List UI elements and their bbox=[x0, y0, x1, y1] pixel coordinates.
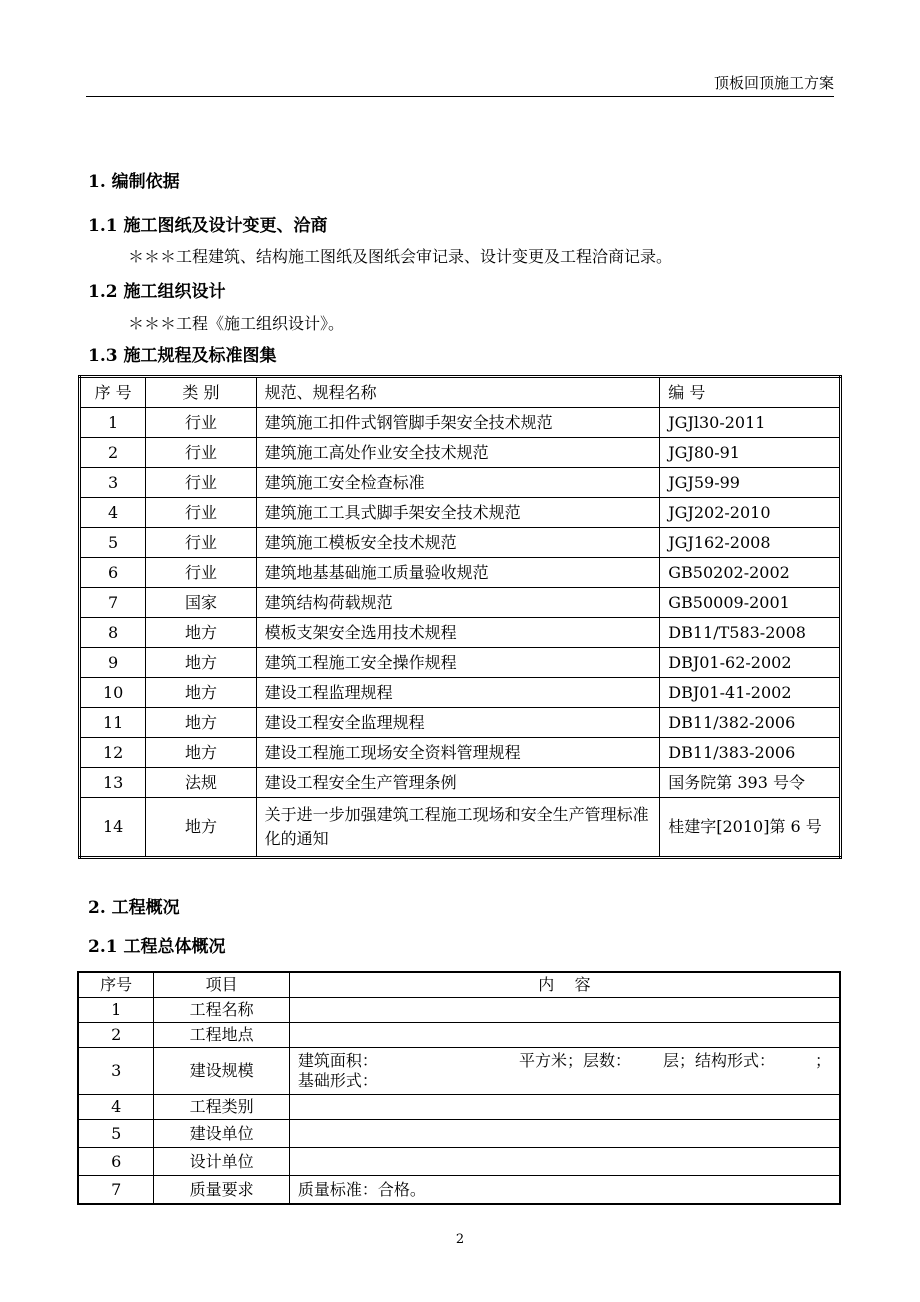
header-cell: 序 号 bbox=[80, 377, 146, 408]
row-number: 3 bbox=[80, 468, 146, 498]
row-content bbox=[289, 1048, 840, 1095]
area-label: 建筑面积： bbox=[297, 1051, 378, 1070]
row-title: 关于进一步加强建筑工程施工现场和安全生产管理标准化的通知 bbox=[256, 798, 660, 858]
row-title: 建筑工程施工安全操作规程 bbox=[256, 648, 660, 678]
row-code: DB11/382-2006 bbox=[660, 708, 841, 738]
row-number: 7 bbox=[80, 588, 146, 618]
row-category: 行业 bbox=[146, 498, 256, 528]
page-header: 顶板回顶施工方案 bbox=[713, 74, 834, 92]
row-code: DBJ01-62-2002 bbox=[660, 648, 841, 678]
row-code: GB50202-2002 bbox=[660, 558, 841, 588]
header-cell: 类 别 bbox=[146, 377, 256, 408]
row-number: 2 bbox=[80, 438, 146, 468]
row-title: 建设工程施工现场安全资料管理规程 bbox=[256, 738, 660, 768]
row-item: 工程名称 bbox=[154, 998, 290, 1023]
row-title: 建筑结构荷载规范 bbox=[256, 588, 660, 618]
row-category: 行业 bbox=[146, 528, 256, 558]
row-number: 9 bbox=[80, 648, 146, 678]
table-header-row bbox=[78, 972, 840, 998]
row-number: 7 bbox=[78, 1176, 154, 1205]
scale-line bbox=[298, 1051, 831, 1071]
row-code: JGJ59-99 bbox=[660, 468, 841, 498]
row-number: 6 bbox=[80, 558, 146, 588]
row-content bbox=[289, 1095, 840, 1120]
row-code: JGJ202-2010 bbox=[660, 498, 841, 528]
row-code: JGJ80-91 bbox=[660, 438, 841, 468]
table-row bbox=[80, 678, 841, 708]
row-item: 建设单位 bbox=[154, 1120, 290, 1148]
row-code: JGJ162-2008 bbox=[660, 528, 841, 558]
row-number: 14 bbox=[80, 798, 146, 858]
row-title: 建设工程安全生产管理条例 bbox=[256, 768, 660, 798]
section-1-1-text: ＊＊＊工程建筑、结构施工图纸及图纸会审记录、设计变更及工程洽商记录。 bbox=[128, 247, 673, 266]
row-content bbox=[289, 1023, 840, 1048]
row-code: 桂建字[2010]第 6 号 bbox=[660, 798, 841, 858]
row-item: 质量要求 bbox=[154, 1176, 290, 1205]
section-1-2-heading: 1.2 施工组织设计 bbox=[88, 282, 226, 302]
table-row bbox=[78, 998, 840, 1023]
table-row bbox=[80, 738, 841, 768]
row-category: 国家 bbox=[146, 588, 256, 618]
row-code: DBJ01-41-2002 bbox=[660, 678, 841, 708]
row-title: 建筑施工安全检查标准 bbox=[256, 468, 660, 498]
row-number: 12 bbox=[80, 738, 146, 768]
table-row bbox=[80, 798, 841, 858]
table-row bbox=[80, 498, 841, 528]
row-code: JGJl30-2011 bbox=[660, 408, 841, 438]
floors-label: 层；结构形式： bbox=[662, 1051, 775, 1070]
row-category: 地方 bbox=[146, 678, 256, 708]
row-category: 地方 bbox=[146, 738, 256, 768]
page-number: 2 bbox=[455, 1232, 465, 1247]
row-title: 建设工程安全监理规程 bbox=[256, 708, 660, 738]
row-item: 工程地点 bbox=[154, 1023, 290, 1048]
row-number: 3 bbox=[78, 1048, 154, 1095]
header-cell: 项目 bbox=[154, 972, 290, 998]
foundation-label: 基础形式： bbox=[297, 1071, 378, 1090]
row-code: 国务院第 393 号令 bbox=[660, 768, 841, 798]
header-cell: 内 容 bbox=[289, 972, 840, 998]
table-row bbox=[78, 1120, 840, 1148]
table-header-row bbox=[80, 377, 841, 408]
row-title: 建筑施工模板安全技术规范 bbox=[256, 528, 660, 558]
row-number: 1 bbox=[80, 408, 146, 438]
row-number: 5 bbox=[78, 1120, 154, 1148]
row-item: 建设规模 bbox=[154, 1048, 290, 1095]
table-row bbox=[78, 1048, 840, 1095]
section-2-1-heading: 2.1 工程总体概况 bbox=[88, 937, 226, 957]
row-category: 地方 bbox=[146, 648, 256, 678]
table-row bbox=[80, 468, 841, 498]
section-1-heading: 1. 编制依据 bbox=[88, 172, 180, 192]
unit-label: 平方米；层数： bbox=[518, 1051, 631, 1070]
table-row bbox=[80, 528, 841, 558]
row-content bbox=[289, 998, 840, 1023]
row-category: 行业 bbox=[146, 558, 256, 588]
row-title: 建筑地基基础施工质量验收规范 bbox=[256, 558, 660, 588]
standards-table bbox=[78, 375, 842, 859]
row-content bbox=[289, 1120, 840, 1148]
row-number: 6 bbox=[78, 1148, 154, 1176]
row-category: 行业 bbox=[146, 468, 256, 498]
row-number: 8 bbox=[80, 618, 146, 648]
row-code: DB11/383-2006 bbox=[660, 738, 841, 768]
row-number: 11 bbox=[80, 708, 146, 738]
table-row bbox=[80, 648, 841, 678]
row-category: 法规 bbox=[146, 768, 256, 798]
row-number: 4 bbox=[78, 1095, 154, 1120]
row-title: 建筑施工工具式脚手架安全技术规范 bbox=[256, 498, 660, 528]
table-row bbox=[80, 438, 841, 468]
section-1-1-heading: 1.1 施工图纸及设计变更、洽商 bbox=[88, 216, 328, 236]
table-row bbox=[80, 768, 841, 798]
table-row bbox=[78, 1095, 840, 1120]
row-category: 地方 bbox=[146, 708, 256, 738]
row-title: 建筑施工高处作业安全技术规范 bbox=[256, 438, 660, 468]
row-category: 行业 bbox=[146, 438, 256, 468]
section-1-3-heading: 1.3 施工规程及标准图集 bbox=[88, 346, 277, 366]
section-1-2-text: ＊＊＊工程《施工组织设计》。 bbox=[128, 314, 345, 333]
table-row bbox=[80, 558, 841, 588]
row-number: 4 bbox=[80, 498, 146, 528]
header-cell: 规范、规程名称 bbox=[256, 377, 660, 408]
table-row bbox=[78, 1176, 840, 1205]
row-title: 建设工程监理规程 bbox=[256, 678, 660, 708]
table-row bbox=[78, 1023, 840, 1048]
row-item: 设计单位 bbox=[154, 1148, 290, 1176]
row-category: 地方 bbox=[146, 798, 256, 858]
table-row bbox=[78, 1148, 840, 1176]
row-code: DB11/T583-2008 bbox=[660, 618, 841, 648]
row-item: 工程类别 bbox=[154, 1095, 290, 1120]
row-category: 行业 bbox=[146, 408, 256, 438]
row-content: 质量标准：合格。 bbox=[289, 1176, 840, 1205]
row-number: 2 bbox=[78, 1023, 154, 1048]
header-cell: 编 号 bbox=[660, 377, 841, 408]
row-title: 模板支架安全选用技术规程 bbox=[256, 618, 660, 648]
header-rule bbox=[86, 96, 834, 97]
table-row bbox=[80, 408, 841, 438]
row-number: 1 bbox=[78, 998, 154, 1023]
table-row bbox=[80, 588, 841, 618]
row-content bbox=[289, 1148, 840, 1176]
row-number: 5 bbox=[80, 528, 146, 558]
row-title: 建筑施工扣件式钢管脚手架安全技术规范 bbox=[256, 408, 660, 438]
table-row bbox=[80, 708, 841, 738]
row-category: 地方 bbox=[146, 618, 256, 648]
row-number: 13 bbox=[80, 768, 146, 798]
row-number: 10 bbox=[80, 678, 146, 708]
header-cell: 序号 bbox=[78, 972, 154, 998]
semicolon: ； bbox=[814, 1051, 831, 1070]
section-2-heading: 2. 工程概况 bbox=[88, 898, 180, 918]
overview-table bbox=[77, 971, 841, 1205]
row-code: GB50009-2001 bbox=[660, 588, 841, 618]
table-row bbox=[80, 618, 841, 648]
